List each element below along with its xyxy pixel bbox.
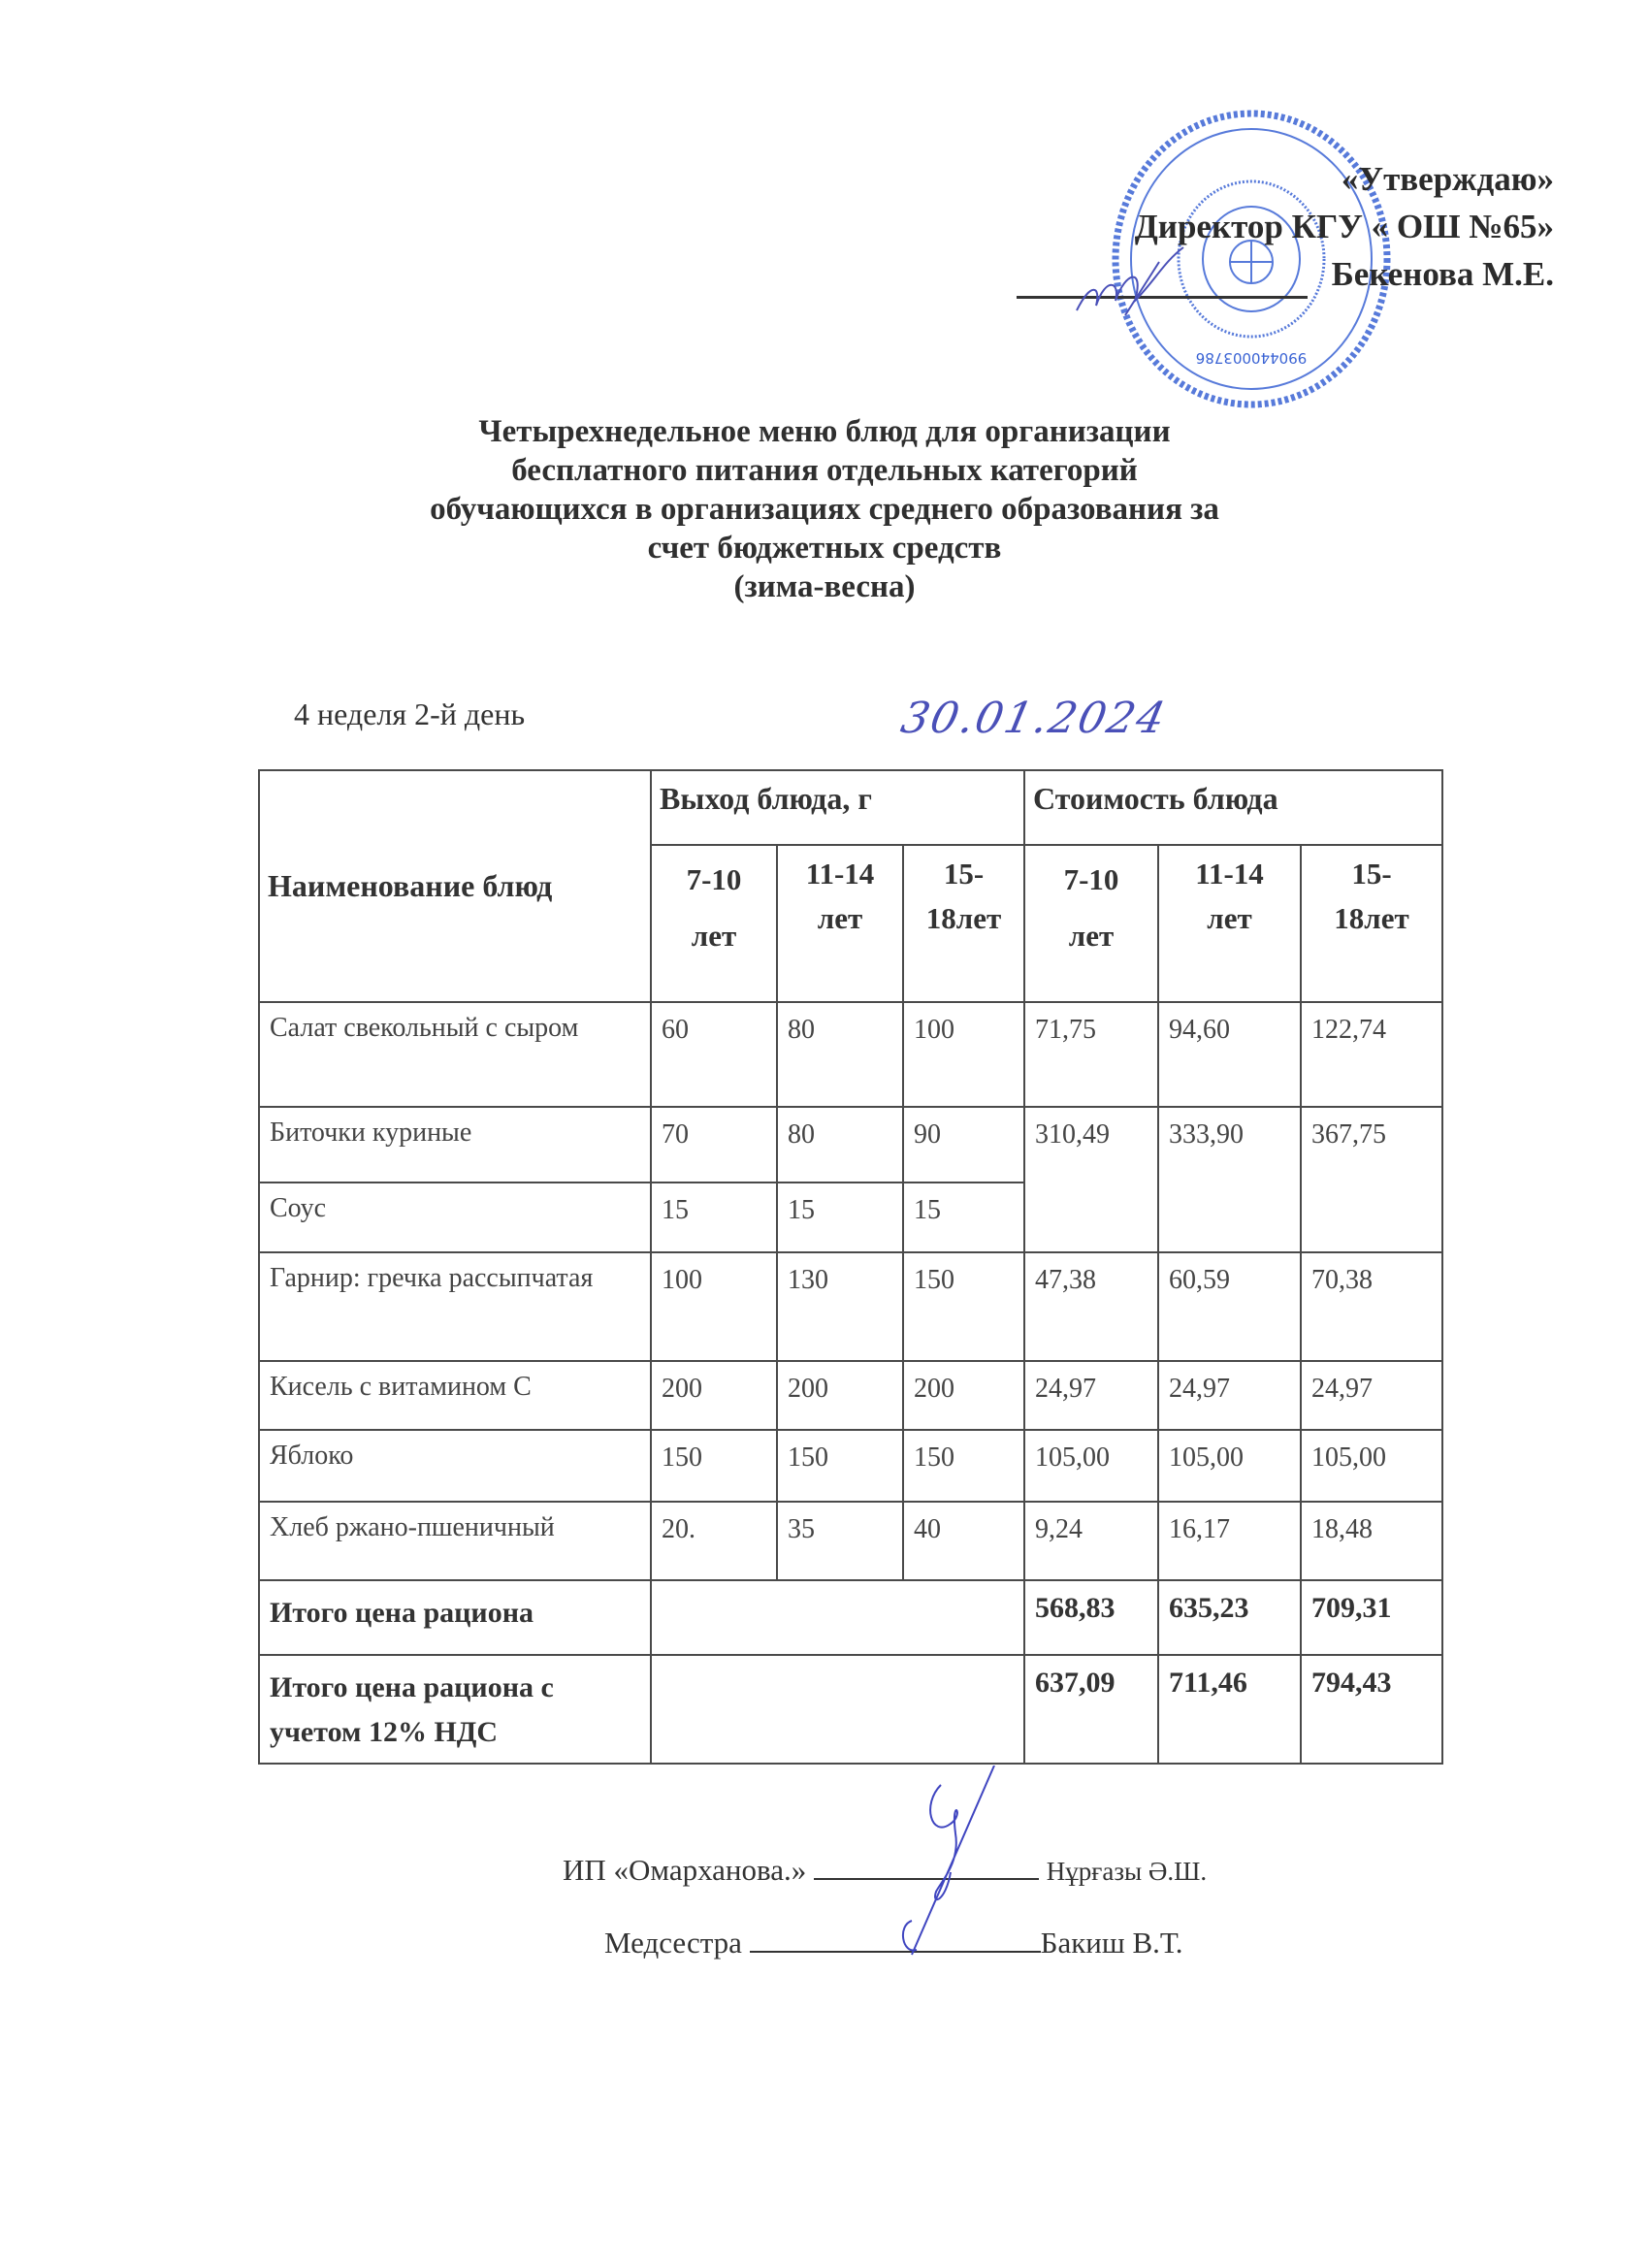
cost-cell: 94,60 (1158, 1002, 1301, 1107)
total-vat-cost-cell: 794,43 (1301, 1655, 1442, 1764)
yield-cell: 150 (777, 1430, 903, 1502)
yield-cell: 15 (903, 1183, 1024, 1252)
yield-cell: 200 (651, 1361, 777, 1430)
signature-role: Медсестра (604, 1926, 742, 1960)
empty-cell (651, 1580, 1024, 1655)
yield-cell: 35 (777, 1502, 903, 1580)
approver-title: Директор КГУ « ОШ №65» (1134, 208, 1554, 245)
cost-cell: 105,00 (1158, 1430, 1301, 1502)
signature-name: Нұрғазы Ә.Ш. (1046, 1857, 1208, 1886)
dish-name: Хлеб ржано-пшеничный (259, 1502, 651, 1580)
header-cost-group: Стоимость блюда (1024, 770, 1442, 845)
yield-cell: 200 (777, 1361, 903, 1430)
table-row (259, 1502, 1442, 1580)
cost-cell: 9,24 (1024, 1502, 1158, 1580)
yield-cell: 15 (777, 1183, 903, 1252)
yield-cell: 80 (777, 1107, 903, 1183)
handwritten-signature-icon (873, 1766, 1028, 1960)
table-row (259, 1252, 1442, 1361)
yield-cell: 90 (903, 1107, 1024, 1183)
dish-name: Гарнир: гречка рассыпчатая (259, 1252, 651, 1361)
total-cost-cell: 709,31 (1301, 1580, 1442, 1655)
total-label: Итого цена рациона (259, 1580, 651, 1655)
cost-cell: 367,75 (1301, 1107, 1442, 1252)
empty-cell (651, 1655, 1024, 1764)
cost-cell: 60,59 (1158, 1252, 1301, 1361)
cost-cell: 47,38 (1024, 1252, 1158, 1361)
cost-cell: 24,97 (1301, 1361, 1442, 1430)
total-row (259, 1580, 1442, 1655)
header-yield-group: Выход блюда, г (651, 770, 1024, 845)
cost-cell: 24,97 (1024, 1361, 1158, 1430)
dish-name: Соус (259, 1183, 651, 1252)
dish-name: Яблоко (259, 1430, 651, 1502)
handwritten-date: 30.01.2024 (896, 694, 1172, 743)
total-cost-cell: 635,23 (1158, 1580, 1301, 1655)
cost-cell: 71,75 (1024, 1002, 1158, 1107)
header-age: 15- 18лет (903, 845, 1024, 1002)
day-label: 4 неделя 2-й день (294, 697, 526, 731)
header-age: 7-10 лет (1024, 845, 1158, 1002)
yield-cell: 20. (651, 1502, 777, 1580)
yield-cell: 150 (903, 1252, 1024, 1361)
total-vat-label: Итого цена рациона с учетом 12% НДС (259, 1655, 651, 1764)
total-cost-cell: 568,83 (1024, 1580, 1158, 1655)
title-line: Четырехнедельное меню блюд для организации (478, 414, 1171, 449)
table-header-row (259, 770, 1442, 845)
yield-cell: 80 (777, 1002, 903, 1107)
cost-cell: 310,49 (1024, 1107, 1158, 1252)
dish-name: Биточки куриные (259, 1107, 651, 1183)
title-line: бесплатного питания отдельных категорий (511, 453, 1138, 488)
cost-cell: 70,38 (1301, 1252, 1442, 1361)
cost-cell: 105,00 (1301, 1430, 1442, 1502)
yield-cell: 200 (903, 1361, 1024, 1430)
director-signature-icon (1067, 243, 1203, 330)
cost-cell: 18,48 (1301, 1502, 1442, 1580)
yield-cell: 100 (651, 1252, 777, 1361)
yield-cell: 130 (777, 1252, 903, 1361)
signature-name: Бакиш В.Т. (1040, 1926, 1183, 1960)
yield-cell: 40 (903, 1502, 1024, 1580)
table-row (259, 1107, 1442, 1183)
title-line: счет бюджетных средств (647, 531, 1002, 566)
total-vat-cost-cell: 711,46 (1158, 1655, 1301, 1764)
cost-cell: 122,74 (1301, 1002, 1442, 1107)
header-age: 15- 18лет (1301, 845, 1442, 1002)
title-line: обучающихся в организациях среднего образования за (430, 492, 1219, 527)
header-dish-name: Наименование блюд (259, 770, 651, 1002)
table-row (259, 1002, 1442, 1107)
yield-cell: 70 (651, 1107, 777, 1183)
total-vat-cost-cell: 637,09 (1024, 1655, 1158, 1764)
yield-cell: 150 (903, 1430, 1024, 1502)
cost-cell: 105,00 (1024, 1430, 1158, 1502)
menu-table (258, 769, 1443, 1765)
total-vat-row (259, 1655, 1442, 1764)
cost-cell: 333,90 (1158, 1107, 1301, 1252)
signature-role: ИП «Омарханова.» (563, 1853, 807, 1887)
header-age: 11-14 лет (777, 845, 903, 1002)
yield-cell: 15 (651, 1183, 777, 1252)
table-row (259, 1430, 1442, 1502)
yield-cell: 60 (651, 1002, 777, 1107)
document-title (291, 412, 1358, 606)
cost-cell: 16,17 (1158, 1502, 1301, 1580)
cost-cell: 24,97 (1158, 1361, 1301, 1430)
header-age: 11-14 лет (1158, 845, 1301, 1002)
table-row (259, 1361, 1442, 1430)
header-age: 7-10 лет (651, 845, 777, 1002)
dish-name: Салат свекольный с сыром (259, 1002, 651, 1107)
svg-text:990440003786: 990440003786 (1195, 349, 1308, 367)
approver-name: Бекенова М.Е. (1331, 255, 1554, 293)
yield-cell: 100 (903, 1002, 1024, 1107)
approval-heading: «Утверждаю» (1341, 160, 1554, 198)
yield-cell: 150 (651, 1430, 777, 1502)
dish-name: Кисель с витамином С (259, 1361, 651, 1430)
title-season: (зима-весна) (733, 569, 916, 604)
